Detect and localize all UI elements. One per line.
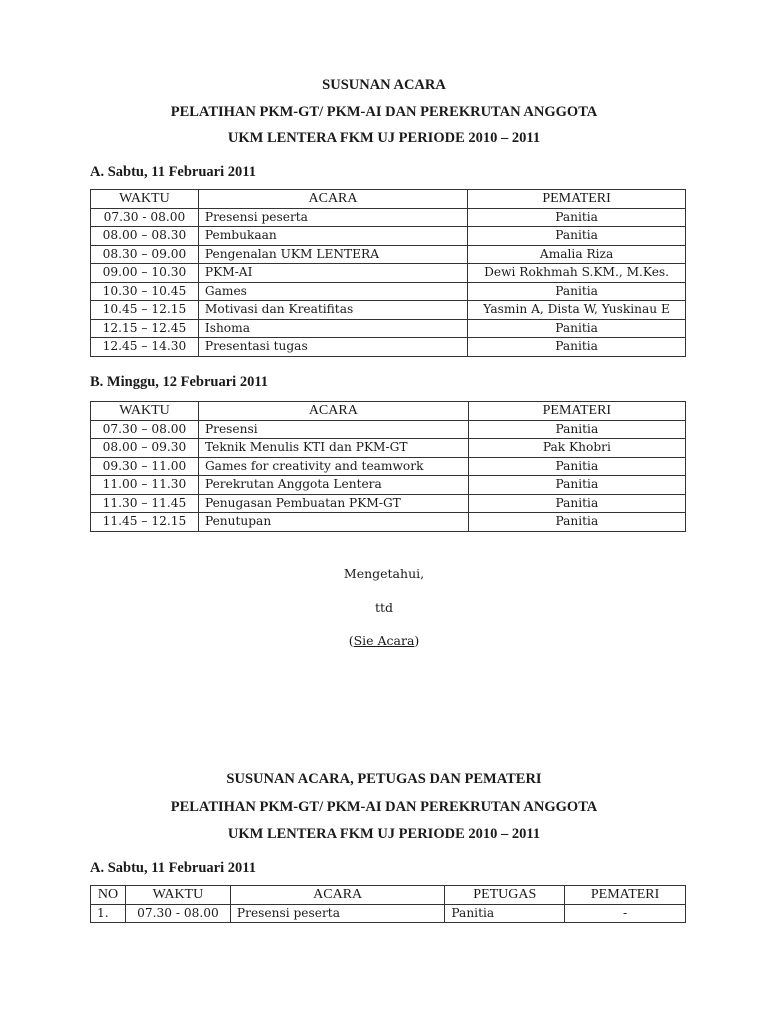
table-row bbox=[91, 476, 686, 495]
table-row bbox=[91, 457, 686, 476]
table-header-row bbox=[91, 190, 686, 209]
petugas-table-saturday bbox=[90, 885, 686, 923]
cell-pemateri: Panitia bbox=[468, 208, 686, 227]
cell-waktu: 12.15 – 12.45 bbox=[91, 319, 199, 338]
signature-block bbox=[0, 633, 768, 648]
cell-waktu: 08.00 – 09.30 bbox=[91, 439, 199, 458]
table-row bbox=[91, 245, 686, 264]
cell-acara: Pembukaan bbox=[198, 227, 467, 246]
doc1-section-b-heading: B. Minggu, 12 Februari 2011 bbox=[90, 374, 269, 390]
doc2-title-line2: PELATIHAN PKM-GT/ PKM-AI DAN PEREKRUTAN ANGGOTA bbox=[170, 799, 598, 815]
cell-acara: Penugasan Pembuatan PKM-GT bbox=[198, 494, 468, 513]
cell-pemateri: Yasmin A, Dista W, Yuskinau E bbox=[468, 301, 686, 320]
cell-pemateri: Panitia bbox=[468, 457, 685, 476]
table-row bbox=[91, 338, 686, 357]
cell-pemateri: - bbox=[565, 904, 686, 923]
header-acara: ACARA bbox=[198, 402, 468, 421]
cell-pemateri: Panitia bbox=[468, 420, 685, 439]
cell-acara: Games bbox=[198, 282, 467, 301]
signature-name: Sie Acara bbox=[353, 633, 415, 648]
cell-waktu: 07.30 - 08.00 bbox=[125, 904, 230, 923]
table-row bbox=[91, 227, 686, 246]
doc1-title-line3: UKM LENTERA FKM UJ PERIODE 2010 – 2011 bbox=[227, 130, 541, 146]
header-waktu: WAKTU bbox=[91, 402, 199, 421]
cell-pemateri: Panitia bbox=[468, 319, 686, 338]
table-row bbox=[91, 319, 686, 338]
header-waktu: WAKTU bbox=[125, 886, 230, 905]
table-row bbox=[91, 439, 686, 458]
cell-waktu: 10.45 – 12.15 bbox=[91, 301, 199, 320]
signature-close-paren: ) bbox=[414, 633, 420, 648]
doc2-title-line1: SUSUNAN ACARA, PETUGAS DAN PEMATERI bbox=[226, 771, 542, 787]
cell-waktu: 11.45 – 12.15 bbox=[91, 513, 199, 532]
cell-waktu: 07.30 - 08.00 bbox=[91, 208, 199, 227]
table-row bbox=[91, 301, 686, 320]
cell-waktu: 10.30 – 10.45 bbox=[91, 282, 199, 301]
table-row bbox=[91, 264, 686, 283]
table-header-row bbox=[91, 886, 686, 905]
header-acara: ACARA bbox=[230, 886, 444, 905]
cell-waktu: 08.30 – 09.00 bbox=[91, 245, 199, 264]
header-pemateri: PEMATERI bbox=[468, 190, 686, 209]
cell-pemateri: Pak Khobri bbox=[468, 439, 685, 458]
header-waktu: WAKTU bbox=[91, 190, 199, 209]
table-row bbox=[91, 420, 686, 439]
signature-ttd: ttd bbox=[374, 600, 394, 615]
cell-pemateri: Panitia bbox=[468, 282, 686, 301]
cell-acara: Presensi peserta bbox=[230, 904, 444, 923]
doc1-section-a-heading: A. Sabtu, 11 Februari 2011 bbox=[90, 164, 256, 180]
doc2-title-line3: UKM LENTERA FKM UJ PERIODE 2010 – 2011 bbox=[227, 826, 541, 842]
cell-acara: PKM-AI bbox=[198, 264, 467, 283]
table-row bbox=[91, 904, 686, 923]
cell-waktu: 11.30 – 11.45 bbox=[91, 494, 199, 513]
cell-pemateri: Amalia Riza bbox=[468, 245, 686, 264]
cell-pemateri: Panitia bbox=[468, 494, 685, 513]
table-row bbox=[91, 513, 686, 532]
signature-open-paren: ( bbox=[348, 633, 354, 648]
cell-waktu: 09.00 – 10.30 bbox=[91, 264, 199, 283]
cell-pemateri: Panitia bbox=[468, 227, 686, 246]
cell-pemateri: Panitia bbox=[468, 513, 685, 532]
schedule-table-sunday bbox=[90, 401, 686, 532]
cell-waktu: 09.30 – 11.00 bbox=[91, 457, 199, 476]
table-row bbox=[91, 282, 686, 301]
cell-pemateri: Dewi Rokhmah S.KM., M.Kes. bbox=[468, 264, 686, 283]
cell-waktu: 08.00 – 08.30 bbox=[91, 227, 199, 246]
cell-no: 1. bbox=[91, 904, 126, 923]
cell-acara: Teknik Menulis KTI dan PKM-GT bbox=[198, 439, 468, 458]
cell-acara: Penutupan bbox=[198, 513, 468, 532]
header-pemateri: PEMATERI bbox=[565, 886, 686, 905]
header-no: NO bbox=[91, 886, 126, 905]
cell-waktu: 12.45 – 14.30 bbox=[91, 338, 199, 357]
header-acara: ACARA bbox=[198, 190, 467, 209]
header-pemateri: PEMATERI bbox=[468, 402, 685, 421]
cell-waktu: 07.30 – 08.00 bbox=[91, 420, 199, 439]
cell-acara: Presensi peserta bbox=[198, 208, 467, 227]
schedule-table-saturday bbox=[90, 189, 686, 357]
table-row bbox=[91, 494, 686, 513]
table-row bbox=[91, 208, 686, 227]
cell-acara: Ishoma bbox=[198, 319, 467, 338]
cell-pemateri: Panitia bbox=[468, 338, 686, 357]
cell-petugas: Panitia bbox=[445, 904, 565, 923]
cell-acara: Motivasi dan Kreatifitas bbox=[198, 301, 467, 320]
cell-acara: Games for creativity and teamwork bbox=[198, 457, 468, 476]
cell-acara: Pengenalan UKM LENTERA bbox=[198, 245, 467, 264]
cell-pemateri: Panitia bbox=[468, 476, 685, 495]
doc1-title-line1: SUSUNAN ACARA bbox=[322, 77, 446, 93]
header-petugas: PETUGAS bbox=[445, 886, 565, 905]
cell-acara: Presentasi tugas bbox=[198, 338, 467, 357]
cell-acara: Presensi bbox=[198, 420, 468, 439]
table-header-row bbox=[91, 402, 686, 421]
cell-acara: Perekrutan Anggota Lentera bbox=[198, 476, 468, 495]
doc2-section-a-heading: A. Sabtu, 11 Februari 2011 bbox=[90, 860, 256, 876]
signature-mengetahui: Mengetahui, bbox=[343, 566, 425, 581]
cell-waktu: 11.00 – 11.30 bbox=[91, 476, 199, 495]
doc1-title-line2: PELATIHAN PKM-GT/ PKM-AI DAN PEREKRUTAN ANGGOTA bbox=[170, 104, 598, 120]
